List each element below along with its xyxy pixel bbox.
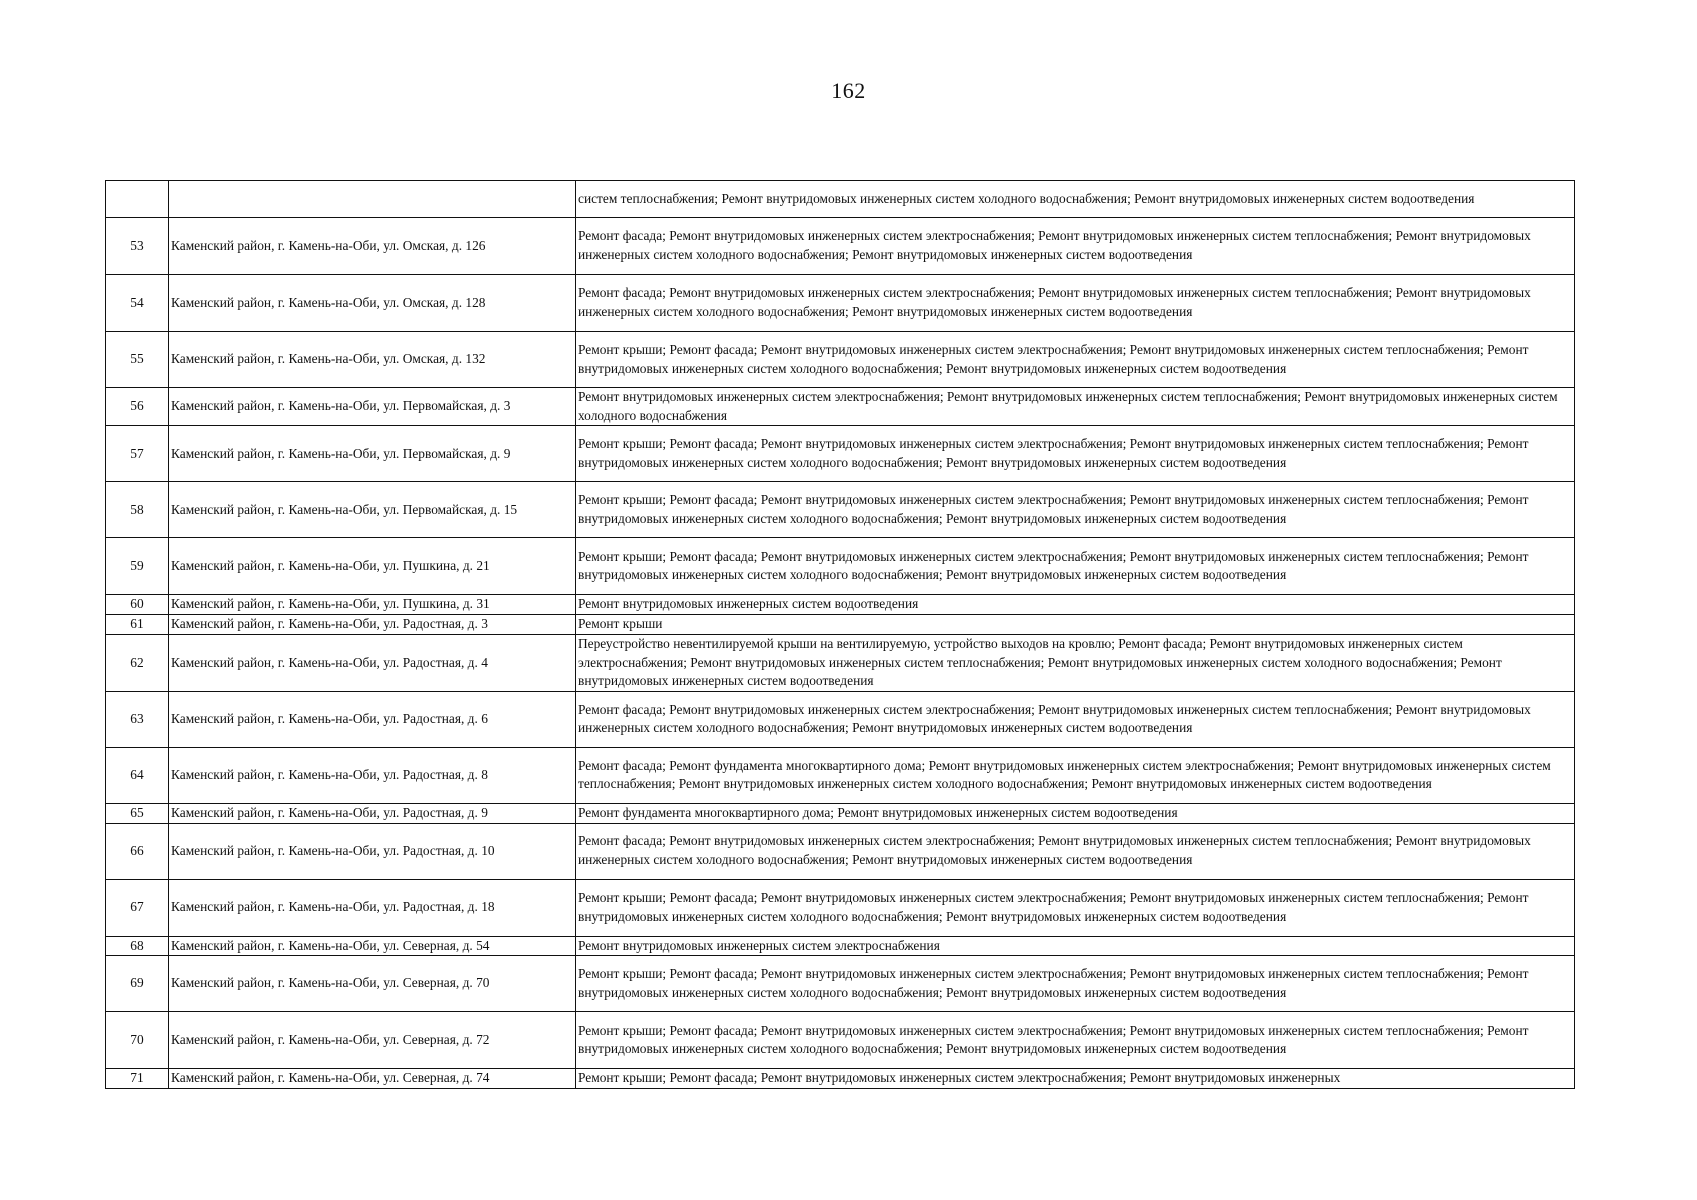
table-row: [106, 181, 1575, 218]
works-cell: Ремонт крыши; Ремонт фасада; Ремонт внутридомовых инженерных систем электроснабжения; Ремонт внутридомовых инженерных систем теплоснабжения; Ремонт внутридомовых инженерных систем холодного водоснабжения; Ремонт внутридомовых инженерных систем водоотведения: [576, 426, 1575, 482]
address-cell: Каменский район, г. Камень-на-Оби, ул. Северная, д. 74: [169, 1069, 576, 1089]
repair-works-table: [105, 180, 1575, 1089]
works-cell: Ремонт фасада; Ремонт внутридомовых инженерных систем электроснабжения; Ремонт внутридомовых инженерных систем теплоснабжения; Ремонт внутридомовых инженерных систем холодного водоснабжения; Ремонт внутридомовых инженерных систем водоотведения: [576, 691, 1575, 747]
table-row: [106, 482, 1575, 538]
works-cell: Переустройство невентилируемой крыши на вентилируемую, устройство выходов на кровлю; Ремонт фасада; Ремонт внутридомовых инженерных систем электроснабжения; Ремонт внутридомовых инженерных систем теплоснабжения; Ремонт внутридомовых инженерных систем холодного водоснабжения; Ремонт внутридомовых инженерных систем водоотведения: [576, 634, 1575, 691]
address-cell: Каменский район, г. Камень-на-Оби, ул. Радостная, д. 8: [169, 747, 576, 803]
address-cell: Каменский район, г. Камень-на-Оби, ул. Первомайская, д. 9: [169, 426, 576, 482]
table-row: [106, 823, 1575, 879]
works-cell: Ремонт внутридомовых инженерных систем водоотведения: [576, 595, 1575, 615]
address-cell: Каменский район, г. Камень-на-Оби, ул. Радостная, д. 18: [169, 879, 576, 936]
address-cell: Каменский район, г. Камень-на-Оби, ул. Омская, д. 132: [169, 332, 576, 388]
works-cell: Ремонт крыши; Ремонт фасада; Ремонт внутридомовых инженерных систем электроснабжения; Ремонт внутридомовых инженерных систем теплоснабжения; Ремонт внутридомовых инженерных систем холодного водоснабжения; Ремонт внутридомовых инженерных систем водоотведения: [576, 956, 1575, 1012]
works-cell: Ремонт крыши; Ремонт фасада; Ремонт внутридомовых инженерных систем электроснабжения; Ремонт внутридомовых инженерных: [576, 1069, 1575, 1089]
address-cell: [169, 181, 576, 218]
table-row: [106, 691, 1575, 747]
table-row: [106, 615, 1575, 635]
table-row: [106, 275, 1575, 332]
works-cell: систем теплоснабжения; Ремонт внутридомовых инженерных систем холодного водоснабжения; Ремонт внутридомовых инженерных систем водоотведения: [576, 181, 1575, 218]
table-row: [106, 803, 1575, 823]
table-row: [106, 426, 1575, 482]
row-number-cell: 71: [106, 1069, 169, 1089]
table-row: [106, 634, 1575, 691]
works-cell: Ремонт крыши: [576, 615, 1575, 635]
works-cell: Ремонт крыши; Ремонт фасада; Ремонт внутридомовых инженерных систем электроснабжения; Ремонт внутридомовых инженерных систем теплоснабжения; Ремонт внутридомовых инженерных систем холодного водоснабжения; Ремонт внутридомовых инженерных систем водоотведения: [576, 1012, 1575, 1069]
row-number-cell: 59: [106, 538, 169, 595]
table-body: [106, 181, 1575, 1089]
row-number-cell: 58: [106, 482, 169, 538]
works-cell: Ремонт внутридомовых инженерных систем электроснабжения: [576, 936, 1575, 956]
row-number-cell: 63: [106, 691, 169, 747]
address-cell: Каменский район, г. Камень-на-Оби, ул. Радостная, д. 3: [169, 615, 576, 635]
row-number-cell: [106, 181, 169, 218]
table-row: [106, 388, 1575, 426]
works-cell: Ремонт фасада; Ремонт внутридомовых инженерных систем электроснабжения; Ремонт внутридомовых инженерных систем теплоснабжения; Ремонт внутридомовых инженерных систем холодного водоснабжения; Ремонт внутридомовых инженерных систем водоотведения: [576, 218, 1575, 275]
works-cell: Ремонт крыши; Ремонт фасада; Ремонт внутридомовых инженерных систем электроснабжения; Ремонт внутридомовых инженерных систем теплоснабжения; Ремонт внутридомовых инженерных систем холодного водоснабжения; Ремонт внутридомовых инженерных систем водоотведения: [576, 482, 1575, 538]
address-cell: Каменский район, г. Камень-на-Оби, ул. Радостная, д. 10: [169, 823, 576, 879]
address-cell: Каменский район, г. Камень-на-Оби, ул. Пушкина, д. 21: [169, 538, 576, 595]
row-number-cell: 54: [106, 275, 169, 332]
table-row: [106, 218, 1575, 275]
works-cell: Ремонт фундамента многоквартирного дома; Ремонт внутридомовых инженерных систем водоотведения: [576, 803, 1575, 823]
address-cell: Каменский район, г. Камень-на-Оби, ул. Радостная, д. 9: [169, 803, 576, 823]
table-row: [106, 595, 1575, 615]
address-cell: Каменский район, г. Камень-на-Оби, ул. Северная, д. 70: [169, 956, 576, 1012]
table-row: [106, 1069, 1575, 1089]
address-cell: Каменский район, г. Камень-на-Оби, ул. Первомайская, д. 3: [169, 388, 576, 426]
table-row: [106, 747, 1575, 803]
works-cell: Ремонт крыши; Ремонт фасада; Ремонт внутридомовых инженерных систем электроснабжения; Ремонт внутридомовых инженерных систем теплоснабжения; Ремонт внутридомовых инженерных систем холодного водоснабжения; Ремонт внутридомовых инженерных систем водоотведения: [576, 538, 1575, 595]
works-cell: Ремонт фасада; Ремонт внутридомовых инженерных систем электроснабжения; Ремонт внутридомовых инженерных систем теплоснабжения; Ремонт внутридомовых инженерных систем холодного водоснабжения; Ремонт внутридомовых инженерных систем водоотведения: [576, 823, 1575, 879]
address-cell: Каменский район, г. Камень-на-Оби, ул. Омская, д. 126: [169, 218, 576, 275]
row-number-cell: 69: [106, 956, 169, 1012]
row-number-cell: 65: [106, 803, 169, 823]
row-number-cell: 57: [106, 426, 169, 482]
address-cell: Каменский район, г. Камень-на-Оби, ул. Пушкина, д. 31: [169, 595, 576, 615]
table-row: [106, 332, 1575, 388]
row-number-cell: 60: [106, 595, 169, 615]
row-number-cell: 53: [106, 218, 169, 275]
table-row: [106, 538, 1575, 595]
works-cell: Ремонт внутридомовых инженерных систем электроснабжения; Ремонт внутридомовых инженерных систем теплоснабжения; Ремонт внутридомовых инженерных систем холодного водоснабжения: [576, 388, 1575, 426]
address-cell: Каменский район, г. Камень-на-Оби, ул. Северная, д. 72: [169, 1012, 576, 1069]
row-number-cell: 70: [106, 1012, 169, 1069]
table-row: [106, 936, 1575, 956]
address-cell: Каменский район, г. Камень-на-Оби, ул. Омская, д. 128: [169, 275, 576, 332]
row-number-cell: 61: [106, 615, 169, 635]
address-cell: Каменский район, г. Камень-на-Оби, ул. Радостная, д. 4: [169, 634, 576, 691]
row-number-cell: 67: [106, 879, 169, 936]
row-number-cell: 66: [106, 823, 169, 879]
address-cell: Каменский район, г. Камень-на-Оби, ул. Первомайская, д. 15: [169, 482, 576, 538]
table-row: [106, 879, 1575, 936]
row-number-cell: 68: [106, 936, 169, 956]
row-number-cell: 56: [106, 388, 169, 426]
row-number-cell: 64: [106, 747, 169, 803]
table-row: [106, 1012, 1575, 1069]
works-cell: Ремонт крыши; Ремонт фасада; Ремонт внутридомовых инженерных систем электроснабжения; Ремонт внутридомовых инженерных систем теплоснабжения; Ремонт внутридомовых инженерных систем холодного водоснабжения; Ремонт внутридомовых инженерных систем водоотведения: [576, 879, 1575, 936]
row-number-cell: 55: [106, 332, 169, 388]
table-row: [106, 956, 1575, 1012]
works-cell: Ремонт фасада; Ремонт внутридомовых инженерных систем электроснабжения; Ремонт внутридомовых инженерных систем теплоснабжения; Ремонт внутридомовых инженерных систем холодного водоснабжения; Ремонт внутридомовых инженерных систем водоотведения: [576, 275, 1575, 332]
address-cell: Каменский район, г. Камень-на-Оби, ул. Северная, д. 54: [169, 936, 576, 956]
page-number: 162: [831, 78, 866, 103]
address-cell: Каменский район, г. Камень-на-Оби, ул. Радостная, д. 6: [169, 691, 576, 747]
works-cell: Ремонт крыши; Ремонт фасада; Ремонт внутридомовых инженерных систем электроснабжения; Ремонт внутридомовых инженерных систем теплоснабжения; Ремонт внутридомовых инженерных систем холодного водоснабжения; Ремонт внутридомовых инженерных систем водоотведения: [576, 332, 1575, 388]
works-cell: Ремонт фасада; Ремонт фундамента многоквартирного дома; Ремонт внутридомовых инженерных систем электроснабжения; Ремонт внутридомовых инженерных систем теплоснабжения; Ремонт внутридомовых инженерных систем холодного водоснабжения; Ремонт внутридомовых инженерных систем водоотведения: [576, 747, 1575, 803]
row-number-cell: 62: [106, 634, 169, 691]
